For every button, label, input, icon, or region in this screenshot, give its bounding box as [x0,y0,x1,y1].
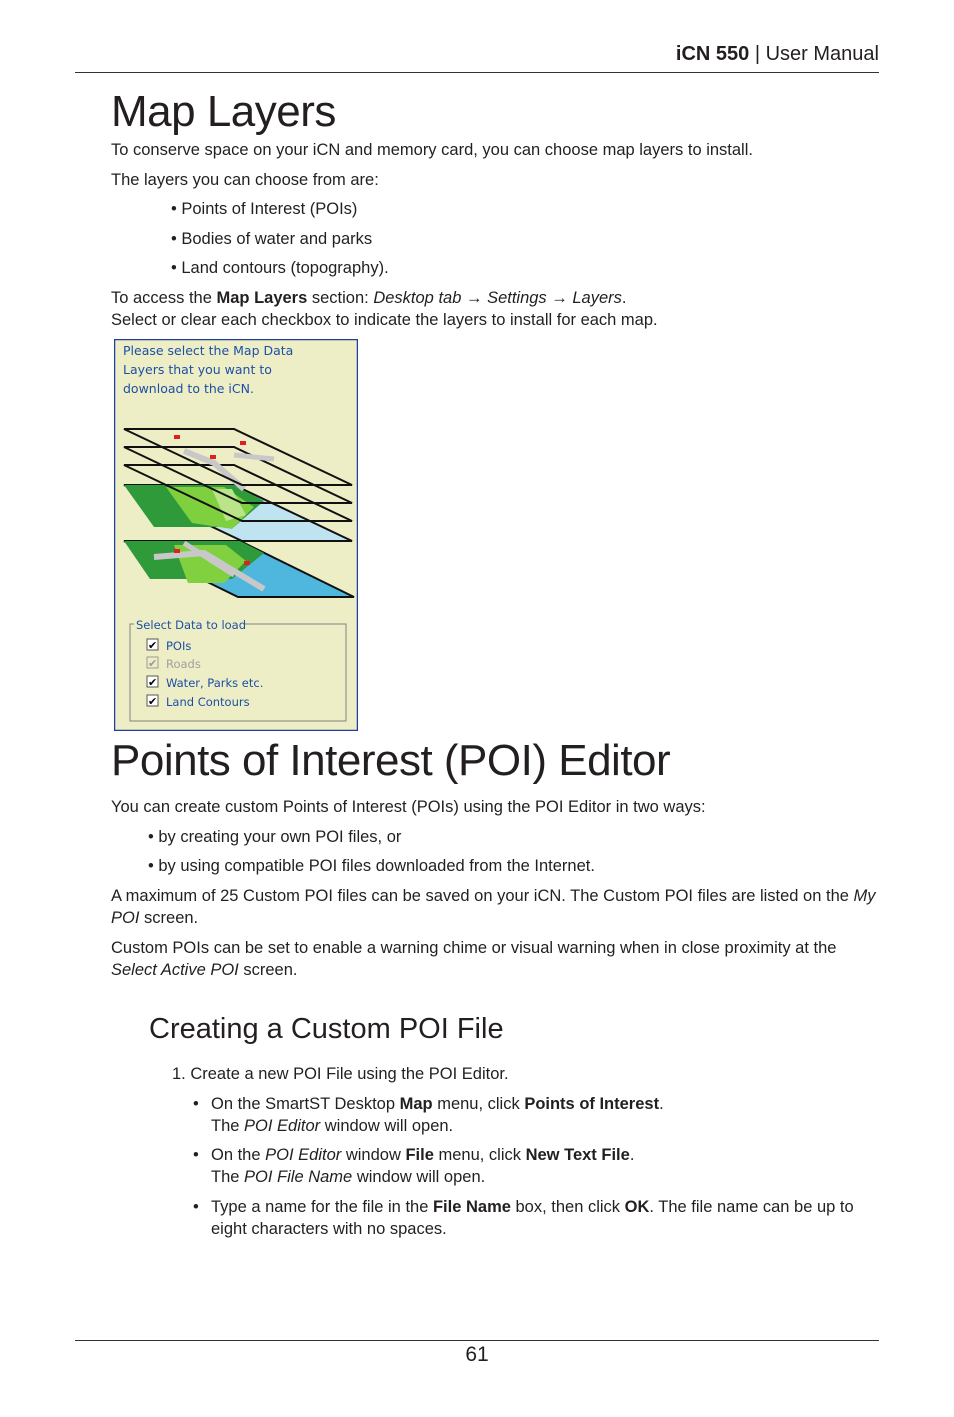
access-end: . [621,289,627,307]
access-path-settings: Settings [487,289,547,307]
s2-mid2: menu, click [433,1146,526,1164]
running-header [676,43,879,66]
s2-l2-pre: The [211,1168,245,1186]
s3-end: . The file name can be up to eight characters with no spaces. [211,1198,854,1238]
checkbox-label-roads: Roads [166,657,201,671]
s3-ok: OK [624,1198,650,1216]
section-title-poi-editor: Points of Interest (POI) Editor [111,736,671,785]
footer-rule [75,1340,879,1341]
s1-map: Map [399,1095,433,1113]
sub-step-1-line-2 [211,1115,453,1137]
s1-end: . [659,1095,664,1113]
check-icon: ✔ [148,676,158,689]
step-1: 1. Create a new POI File using the POI Editor. [172,1065,509,1083]
sub-step-3 [211,1196,883,1240]
subsection-title-creating: Creating a Custom POI File [149,1013,504,1045]
map-layers-dialog-screenshot [114,339,358,731]
checkbox-roads[interactable] [147,657,201,671]
max-end: screen. [139,909,199,927]
chime-end: screen. [238,961,298,979]
chime-italic: Select Active POI [111,961,239,979]
s3-mid: box, then click [510,1198,625,1216]
page-number: 61 [465,1343,489,1366]
sub-step-1-line-1 [211,1093,664,1115]
dialog-prompt-line-3: download to the iCN. [123,381,254,396]
max-italic: My POI [111,887,876,927]
poi-bullet-internet: • by using compatible POI files downloaded from the Internet. [148,857,595,875]
bullet-dot: • [193,1095,199,1113]
bullet-dot: • [193,1146,199,1164]
check-icon: ✔ [148,695,158,708]
s1-l2-end: window will open. [320,1117,454,1135]
s1-l2-pre: The [211,1117,245,1135]
layers-lead: The layers you can choose from are: [111,171,379,189]
sub-step-2-line-2 [211,1166,485,1188]
section-title-map-layers: Map Layers [111,87,336,136]
poi-bullet-own: • by creating your own POI files, or [148,828,402,846]
map-layers-intro: To conserve space on your iCN and memory card, you can choose map layers to install. [111,141,753,159]
checkbox-label-land-contours: Land Contours [166,695,250,709]
header-rule [75,72,879,73]
check-icon: ✔ [148,639,158,652]
s2-pre: On the [211,1146,266,1164]
s3-file-name: File Name [432,1198,511,1216]
s2-end: . [629,1146,635,1164]
layer-bullet-contours: • Land contours (topography). [171,259,389,277]
sub-step-2-line-1 [211,1144,634,1166]
bullet-dot: • [193,1198,199,1216]
chime-pre: Custom POIs can be set to enable a warning chime or visual warning when in close proximity at the [111,939,837,957]
arrow-icon: → [546,289,573,307]
checkbox-pois[interactable] [147,639,191,653]
poi-intro: You can create custom Points of Interest (POIs) using the POI Editor in two ways: [111,798,706,816]
access-pre: To access the [111,289,217,307]
manual-label: User Manual [765,43,879,65]
s2-italic: POI Editor [265,1146,342,1164]
layer-bullet-poi: • Points of Interest (POIs) [171,200,358,218]
check-icon: ✔ [148,657,158,670]
s1-pre: On the SmartST Desktop [211,1095,400,1113]
arrow-icon: → [461,289,488,307]
s2-new-text-file: New Text File [525,1146,630,1164]
header-separator: | [749,43,766,65]
s2-file: File [405,1146,434,1164]
s3-pre: Type a name for the file in the [211,1198,433,1216]
layer-bullet-water: • Bodies of water and parks [171,230,373,248]
checkbox-label-water-parks: Water, Parks etc. [166,676,264,690]
group-label: Select Data to load [136,618,247,632]
access-path-desktop: Desktop tab [373,289,462,307]
access-bold: Map Layers [216,289,308,307]
dialog-prompt-line-2: Layers that you want to [123,362,272,377]
s2-mid1: window [341,1146,406,1164]
poi-chime-paragraph [111,937,886,981]
access-instructions [111,287,626,309]
s2-l2-end: window will open. [352,1168,486,1186]
max-pre: A maximum of 25 Custom POI files can be saved on your iCN. The Custom POI files are listed on the [111,887,854,905]
access-mid: section: [307,289,374,307]
s2-l2-italic: POI File Name [244,1168,353,1186]
s1-poi: Points of Interest [524,1095,660,1113]
select-instructions: Select or clear each checkbox to indicate the layers to install for each map. [111,311,658,329]
poi-max-paragraph [111,885,881,929]
s1-l2-italic: POI Editor [244,1117,321,1135]
access-path-layers: Layers [572,289,622,307]
dialog-prompt-line-1: Please select the Map Data [123,343,294,358]
product-name: iCN 550 [675,43,750,65]
s1-mid: menu, click [432,1095,525,1113]
checkbox-label-pois: POIs [166,639,192,653]
